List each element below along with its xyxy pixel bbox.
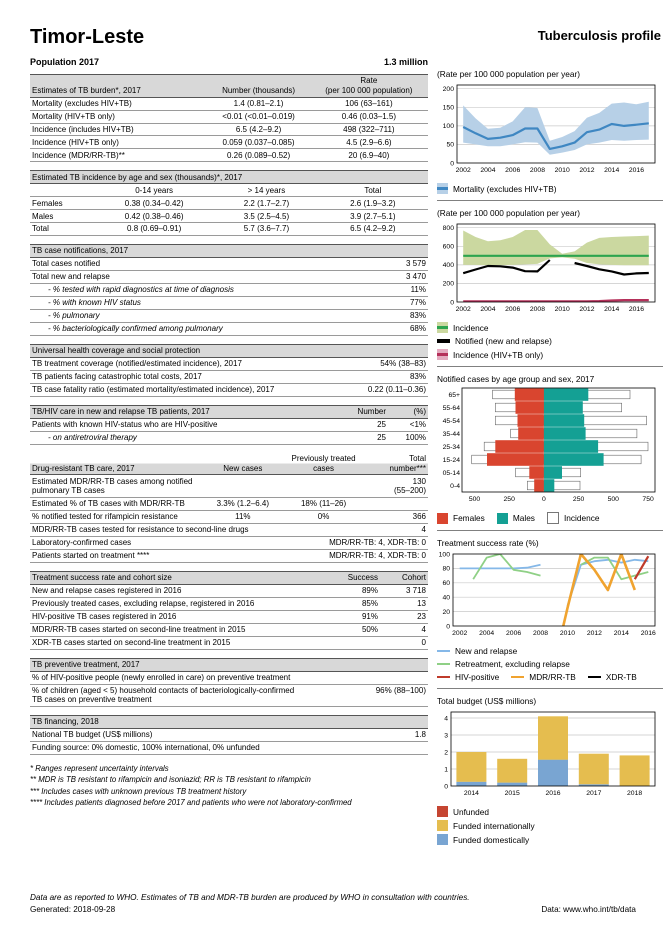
row-label: TB patients facing catastrophic total costs, 2017 (32, 372, 202, 382)
legend-item (511, 672, 576, 682)
legend-label: Funded internationally (453, 820, 535, 831)
svg-text:250: 250 (503, 496, 515, 503)
page-title: Timor-Leste (30, 26, 145, 48)
left-column (30, 26, 428, 808)
table-row (30, 271, 428, 284)
table-title: TB case notifications, 2017 (30, 244, 428, 258)
table-row (30, 550, 428, 563)
row-label: Funding source: 0% domestic, 100% international, 0% unfunded (32, 743, 260, 753)
right-column (437, 26, 663, 848)
table-row (30, 672, 428, 685)
svg-text:45-54: 45-54 (442, 417, 460, 425)
svg-text:2010: 2010 (554, 306, 570, 313)
population-row (30, 57, 428, 67)
footnote-line: **** Includes patients diagnosed before 2017 and patients who were not laboratory-confirmed (30, 797, 352, 807)
legend-label: Males (512, 513, 535, 523)
legend-label: MDR/RR-TB (529, 672, 576, 682)
svg-text:2014: 2014 (463, 790, 479, 797)
row-label: XDR-TB cases started on second-line treatment in 2015 (32, 637, 231, 647)
row-label: Mortality (excludes HIV+TB) (32, 98, 132, 108)
row-label: Mortality (HIV+TB only) (32, 111, 115, 121)
chart-legend-row (437, 349, 663, 360)
svg-text:500: 500 (607, 496, 619, 503)
funded-internationally-swatch-icon (437, 820, 448, 831)
footer-note: Data are as reported to WHO. Estimates of TB and MDR-TB burden are produced by WHO in consultation with countries. (30, 893, 470, 902)
row-value: MDR/RR-TB: 4, XDR-TB: 0 (329, 538, 426, 548)
row-label: Incidence (includes HIV+TB) (32, 124, 134, 134)
population-value: 1.3 million (383, 57, 428, 67)
chart-legend-row (437, 646, 663, 656)
svg-text:2008: 2008 (532, 630, 549, 637)
table-row: - on antiretroviral therapy 25 100% (30, 432, 428, 445)
incidence-swatch-icon (547, 512, 559, 524)
legend-label: Incidence (HIV+TB only) (453, 349, 544, 360)
notified-new-and-relapse--swatch-icon (437, 339, 450, 343)
hiv-positive-swatch-icon (437, 676, 450, 679)
svg-text:60: 60 (442, 580, 450, 588)
new-and-relapse-swatch-icon (437, 650, 450, 653)
table-tbhiv (30, 405, 428, 445)
row-label: Laboratory-confirmed cases (32, 538, 132, 548)
chart-legend-row (437, 512, 663, 524)
svg-text:250: 250 (572, 496, 585, 503)
table-title: TB financing, 2018 (30, 715, 428, 729)
unfunded-swatch-icon (437, 806, 448, 817)
footnote-line: * Ranges represent uncertainty intervals (30, 764, 169, 773)
table-financing (30, 715, 428, 755)
legend-item (437, 672, 499, 682)
table-tsr (30, 571, 428, 650)
row-label: - % tested with rapid diagnostics at time of diagnosis (48, 285, 234, 295)
legend-item (437, 646, 517, 656)
legend-item (437, 322, 489, 333)
chart-title: Treatment success rate (%) (437, 538, 539, 548)
svg-text:2012: 2012 (579, 306, 595, 313)
chart-legend-row (437, 672, 663, 682)
table-title: TB/HIV care in new and relapse TB patients, 2017 (32, 407, 210, 417)
svg-text:2: 2 (444, 749, 448, 757)
svg-text:0: 0 (446, 623, 450, 631)
svg-text:2002: 2002 (452, 630, 468, 637)
table-row (30, 537, 428, 550)
row-label: Total cases notified (32, 259, 101, 269)
section-divider (437, 688, 663, 689)
table-row: % notified tested for rifampicin resistance 11% 0% 366 (30, 511, 428, 524)
table-row (30, 258, 428, 271)
legend-item (437, 336, 552, 346)
mdr-rr-tb-swatch-icon (511, 676, 524, 679)
table-title: TB preventive treatment, 2017 (30, 658, 428, 672)
legend-item (588, 672, 637, 682)
row-label: Males (32, 211, 54, 221)
page-footer (30, 892, 636, 917)
table-title: Estimates of TB burden*, 2017 (32, 85, 141, 95)
chart-treatment_success (437, 550, 663, 638)
svg-text:2004: 2004 (480, 167, 496, 174)
chart-budget (437, 708, 663, 798)
table-title: Treatment success rate and cohort size (32, 572, 172, 582)
svg-text:500: 500 (468, 496, 481, 503)
footnote-line: ** MDR is TB resistant to rifampicin and isoniazid; RR is TB resistant to rifampicin (30, 775, 311, 785)
retreatment-excluding-relapse-swatch-icon (437, 663, 450, 666)
svg-text:0: 0 (444, 783, 448, 791)
row-value: 83% (409, 372, 426, 382)
legend-label: Retreatment, excluding relapse (455, 659, 570, 669)
svg-text:2014: 2014 (604, 167, 620, 174)
row-label: HIV-positive TB cases registered in 2016 (32, 611, 177, 621)
chart-title: Total budget (US$ millions) (437, 696, 537, 706)
table-row (30, 685, 428, 708)
svg-text:2004: 2004 (480, 306, 496, 313)
table-title: Universal health coverage and social protection (30, 344, 428, 358)
chart-legend-row (437, 183, 663, 194)
legend-label: New and relapse (455, 646, 518, 656)
svg-text:200: 200 (442, 280, 454, 288)
svg-text:2016: 2016 (628, 306, 644, 313)
chart-incidence_trend (437, 220, 663, 314)
chart-age_sex_pyramid (437, 386, 663, 504)
legend-item (547, 512, 600, 524)
population-label: Population 2017 (30, 57, 100, 67)
table-row: Previously treated cases, excluding relapse, registered in 2016 85% 13 (30, 598, 428, 611)
svg-text:2014: 2014 (604, 306, 620, 313)
females-swatch-icon (437, 513, 448, 524)
svg-text:1: 1 (444, 766, 448, 774)
table-row: New and relapse cases registered in 2016 89% 3 718 (30, 585, 428, 598)
svg-text:2008: 2008 (529, 306, 545, 313)
funded-domestically-swatch-icon (437, 834, 448, 845)
row-value: 77% (409, 298, 426, 308)
charts-container (437, 69, 663, 845)
svg-text:35-44: 35-44 (442, 430, 460, 438)
table-row: Estimated MDR/RR-TB cases among notified pulmonary TB cases 130 (55–200) (30, 475, 428, 498)
table-title: Drug-resistant TB care, 2017 (32, 463, 135, 473)
row-label: MDR/RR-TB cases tested for resistance to second-line drugs (32, 525, 249, 535)
row-label: MDR/RR-TB cases started on second-line treatment in 2015 (32, 624, 246, 634)
table-row (30, 284, 428, 297)
row-label: Incidence (MDR/RR-TB)** (32, 150, 125, 160)
svg-text:2002: 2002 (455, 306, 471, 313)
svg-text:0: 0 (450, 160, 454, 168)
table-row: HIV-positive TB cases registered in 2016 91% 23 (30, 611, 428, 624)
chart-legend-row (437, 659, 663, 669)
row-label: New and relapse cases registered in 2016 (32, 585, 182, 595)
table-columns: 0-14 years > 14 years Total (30, 184, 428, 197)
table-row: XDR-TB cases started on second-line treatment in 2015 0 (30, 637, 428, 650)
mortality-excludes-hiv-tb--swatch-icon (437, 183, 448, 194)
table-title: Estimated TB incidence by age and sex (thousands)*, 2017 (30, 170, 428, 184)
row-label: Estimated % of TB cases with MDR/RR-TB (32, 499, 185, 509)
svg-text:40: 40 (442, 594, 450, 602)
table-row: Mortality (excludes HIV+TB) 1.4 (0.81–2.1) 106 (63–161) (30, 98, 428, 111)
row-label: % notified tested for rifampicin resistance (32, 512, 178, 522)
svg-text:2012: 2012 (586, 630, 602, 637)
svg-text:2004: 2004 (479, 630, 495, 637)
row-value: 3 470 (405, 272, 426, 282)
table-row (30, 310, 428, 323)
table-row: Patients with known HIV-status who are HIV-positive 25 <1% (30, 419, 428, 432)
svg-text:4: 4 (444, 715, 448, 723)
svg-text:400: 400 (442, 262, 454, 270)
table-dr_tb (30, 453, 428, 563)
table-row: Incidence (MDR/RR-TB)** 0.26 (0.089–0.52) 20 (6.9–40) (30, 149, 428, 162)
table-row: Total 0.8 (0.69–0.91) 5.7 (3.6–7.7) 6.5 (4.2–9.2) (30, 223, 428, 236)
table-header: Estimates of TB burden*, 2017 Number (thousands) Rate (per 100 000 population) (30, 74, 428, 98)
row-label: - % with known HIV status (48, 298, 141, 308)
svg-text:3: 3 (444, 732, 448, 740)
section-divider (437, 200, 663, 201)
svg-text:20: 20 (442, 608, 450, 616)
table-row (30, 297, 428, 310)
legend-label: Funded domestically (453, 834, 530, 845)
table-row (30, 371, 428, 384)
chart-mortality_trend (437, 81, 663, 175)
row-value: 68% (409, 324, 426, 334)
svg-text:2012: 2012 (579, 167, 595, 174)
svg-text:80: 80 (442, 565, 450, 573)
table-header: Drug-resistant TB care, 2017 New cases Previously treated cases Total number*** (30, 453, 428, 476)
row-label: Patients started on treatment **** (32, 551, 150, 560)
chart-title: (Rate per 100 000 population per year) (437, 208, 580, 218)
chart-legend-row (437, 336, 663, 346)
table-row: Incidence (HIV+TB only) 0.059 (0.037–0.085) 4.5 (2.9–6.6) (30, 136, 428, 149)
table-row: Mortality (HIV+TB only) <0.01 (<0.01–0.019) 0.46 (0.03–1.5) (30, 111, 428, 124)
profile-title: Tuberculosis profile (537, 28, 661, 43)
svg-text:2014: 2014 (613, 630, 629, 637)
svg-text:2018: 2018 (627, 790, 643, 797)
table-row: Incidence (includes HIV+TB) 6.5 (4.2–9.2) 498 (322–711) (30, 124, 428, 137)
legend-label: Females (453, 513, 485, 523)
table-row (30, 524, 428, 537)
legend-label: HIV-positive (455, 672, 500, 682)
chart-legend-row (437, 806, 663, 817)
svg-text:0-4: 0-4 (450, 482, 460, 490)
footnotes (30, 763, 428, 808)
legend-label: Unfunded (453, 806, 489, 817)
row-label: National TB budget (US$ millions) (32, 730, 153, 740)
chart-title: Notified cases by age group and sex, 2017 (437, 374, 595, 384)
section-divider (437, 366, 663, 367)
legend-label: Incidence (563, 513, 600, 523)
row-label: - % bacteriologically confirmed among pulmonary (48, 324, 223, 334)
row-value: 4 (421, 525, 426, 535)
legend-label: XDR-TB (605, 672, 637, 682)
row-label: Estimated MDR/RR-TB cases among notified pulmonary TB cases (32, 476, 193, 496)
svg-text:2008: 2008 (529, 167, 545, 174)
svg-text:200: 200 (442, 86, 454, 94)
row-label: - % pulmonary (48, 311, 100, 321)
legend-label: Notified (new and relapse) (455, 336, 552, 346)
svg-text:05-14: 05-14 (442, 469, 460, 477)
row-value: MDR/RR-TB: 4, XDR-TB: 0 (329, 551, 426, 560)
svg-text:2016: 2016 (545, 790, 561, 797)
table-notifications (30, 244, 428, 336)
males-swatch-icon (497, 513, 508, 524)
legend-label: Incidence (453, 322, 489, 333)
svg-text:600: 600 (442, 243, 454, 251)
row-label: % of children (aged < 5) household contacts of bacteriologically-confirmed TB cases on preventive treatment (32, 685, 295, 705)
svg-text:2016: 2016 (628, 167, 644, 174)
svg-text:2006: 2006 (506, 630, 522, 637)
tables-container (30, 74, 428, 755)
footer-generated: Generated: 2018-09-28 (30, 905, 116, 915)
row-value: 96% (88–100) (375, 685, 426, 695)
row-label: Patients with known HIV-status who are HIV-positive (32, 420, 218, 430)
section-divider (437, 530, 663, 531)
table-row (30, 323, 428, 336)
svg-text:55-64: 55-64 (442, 404, 460, 412)
svg-text:100: 100 (438, 551, 450, 559)
chart-legend-row (437, 322, 663, 333)
row-value: 11% (410, 285, 426, 295)
svg-text:65+: 65+ (448, 391, 460, 399)
legend-item (437, 659, 570, 669)
row-label: Incidence (HIV+TB only) (32, 137, 119, 147)
row-value: 0.22 (0.11–0.36) (367, 385, 426, 395)
row-label: - on antiretroviral therapy (48, 433, 137, 443)
footnote-line: *** Includes cases with unknown previous TB treatment history (30, 786, 247, 796)
xdr-tb-swatch-icon (588, 676, 601, 679)
table-row (30, 384, 428, 397)
row-value: 83% (409, 311, 426, 321)
table-row: Males 0.42 (0.38–0.46) 3.5 (2.5–4.5) 3.9 (2.7–5.1) (30, 210, 428, 223)
svg-text:150: 150 (442, 104, 454, 112)
table-age_sex (30, 170, 428, 236)
svg-text:2010: 2010 (559, 630, 576, 637)
row-value: 3 579 (405, 259, 426, 269)
svg-text:50: 50 (446, 141, 454, 149)
footer-data-link: Data: www.who.int/tb/data (541, 905, 636, 915)
legend-label: Mortality (excludes HIV+TB) (453, 183, 557, 194)
table-row (30, 358, 428, 371)
legend-item (497, 513, 535, 524)
svg-text:100: 100 (442, 123, 454, 131)
svg-text:2006: 2006 (505, 167, 521, 174)
table-uhc (30, 344, 428, 397)
table-estimates (30, 74, 428, 162)
table-preventive (30, 658, 428, 708)
table-header: Treatment success rate and cohort size Success Cohort (30, 571, 428, 585)
legend-item (437, 834, 529, 845)
table-row: MDR/RR-TB cases started on second-line treatment in 2015 50% 4 (30, 624, 428, 637)
svg-text:0: 0 (542, 496, 546, 503)
svg-text:2017: 2017 (586, 790, 602, 797)
svg-text:2015: 2015 (504, 790, 520, 797)
legend-item (437, 820, 535, 831)
legend-item (437, 349, 543, 360)
legend-item (437, 513, 485, 524)
chart-legend-row (437, 820, 663, 831)
svg-text:2002: 2002 (455, 167, 471, 174)
row-label: % of HIV-positive people (newly enrolled in care) on preventive treatment (32, 672, 291, 682)
row-value: 54% (38–83) (380, 359, 426, 369)
row-label: Total new and relapse (32, 272, 110, 282)
row-label: Previously treated cases, excluding relapse, registered in 2016 (32, 598, 255, 608)
row-label: TB treatment coverage (notified/estimated incidence), 2017 (32, 359, 242, 369)
svg-text:0: 0 (450, 299, 454, 307)
chart-title: (Rate per 100 000 population per year) (437, 69, 580, 79)
svg-text:750: 750 (642, 496, 654, 503)
svg-text:800: 800 (442, 225, 454, 233)
svg-text:2016: 2016 (640, 630, 656, 637)
svg-text:2010: 2010 (554, 167, 570, 174)
legend-item (437, 183, 557, 194)
row-label: Females (32, 198, 63, 208)
svg-text:15-24: 15-24 (442, 456, 460, 464)
table-row (30, 729, 428, 742)
row-label: Total (32, 224, 49, 234)
svg-text:25-34: 25-34 (442, 443, 460, 451)
row-label: TB case fatality ratio (estimated mortality/estimated incidence), 2017 (32, 385, 275, 395)
table-row (30, 742, 428, 755)
svg-text:2006: 2006 (505, 306, 521, 313)
legend-item (437, 806, 489, 817)
incidence-hiv-tb-only--swatch-icon (437, 349, 448, 360)
table-row: Estimated % of TB cases with MDR/RR-TB 3.3% (1.2–6.4) 18% (11–26) (30, 498, 428, 511)
chart-legend-row (437, 834, 663, 845)
incidence-swatch-icon (437, 322, 448, 333)
table-header: TB/HIV care in new and relapse TB patients, 2017 Number (%) (30, 405, 428, 419)
table-row: Females 0.38 (0.34–0.42) 2.2 (1.7–2.7) 2.6 (1.9–3.2) (30, 197, 428, 210)
row-value: 1.8 (414, 730, 426, 740)
